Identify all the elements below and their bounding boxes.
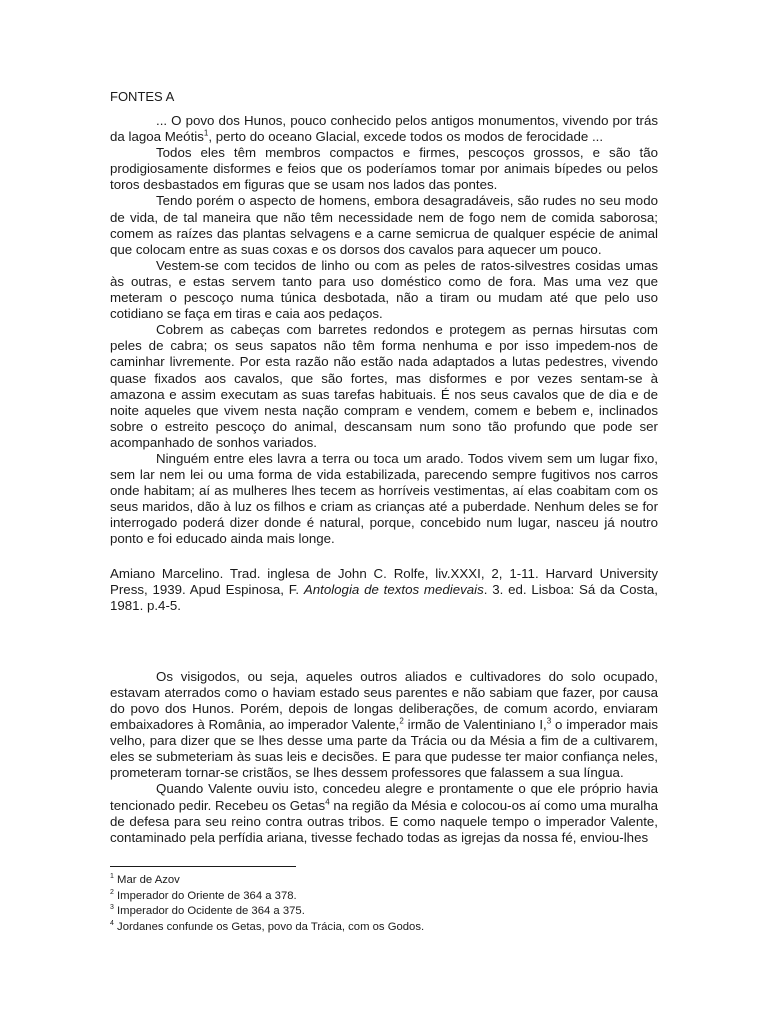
paragraph-3: Tendo porém o aspecto de homens, embora desagradáveis, são rudes no seu modo de vida, de tal maneira que não têm necessidade nem de fogo nem de comida saborosa; comem as raízes das plantas selvagens e a carne semicrua de qualquer espécie de animal que colocam entre as suas coxas e os dorsos dos cavalos para aquecer um pouco. xyxy=(110,193,658,257)
paragraph-8-text-a: Quando Valente ouviu isto, concedeu alegre e prontamente o que ele próprio havia tencionado pedir. Recebeu os Getas xyxy=(110,781,658,813)
paragraph-1-text-b: , perto do oceano Glacial, excede todos os modos de ferocidade ... xyxy=(208,129,604,145)
paragraph-7 xyxy=(110,669,658,782)
footnote-ref-3[interactable]: 3 xyxy=(546,716,552,726)
paragraph-8-text-b: na região da Mésia e colocou-os aí como uma muralha de defesa para seu reino contra outras tribos. E como naquele tempo o imperador Valente, contaminado pela perfídia ariana, tivesse fechado todas as igrejas da nossa fé, enviou-lhes xyxy=(110,797,658,845)
reference-title: Antologia de textos medievais xyxy=(303,581,484,597)
footnotes xyxy=(110,866,658,935)
source-reference xyxy=(110,566,658,614)
footnote-text: Imperador do Ocidente de 364 a 375. xyxy=(113,905,305,918)
reference-text-a: Amiano Marcelino. Trad. inglesa de John C. Rolfe, liv.XXXI, 2, 1-11. Harvard University Press, 1939. Apud Espinosa, F. xyxy=(110,565,658,597)
paragraph-1 xyxy=(110,113,658,145)
paragraph-7-text-b: irmão de Valentiniano I, xyxy=(403,717,547,733)
footnote-1 xyxy=(110,873,658,889)
paragraph-4: Vestem-se com tecidos de linho ou com as peles de ratos-silvestres cosidas umas às outras, e estas servem tanto para uso doméstico como de fora. Mas uma vez que meteram o pescoço numa túnica desbotada, não a tiram ou mudam até que pelo uso cotidiano se faça em tiras e caia aos pedaços. xyxy=(110,257,658,322)
paragraph-8 xyxy=(110,781,658,845)
paragraph-5: Cobrem as cabeças com barretes redondos e protegem as pernas hirsutas com peles de cabra; os seus sapatos não têm forma nenhuma e por isso impedem-nos de caminhar livremente. Por esta razão não estão nada adaptados a lutas pedestres, vivendo quase fixados aos cavalos, que são fortes, mas disformes e por vezes sentam-se à amazona e assim executam as suas tarefas habituais. É nos seus cavalos que de dia e de noite aqueles que vivem nesta nação compram e vendem, comem e bebem e, inclinados sobre o estreito pescoço do animal, descansam num sono tão profundo que pode ser acompanhado de sonhos variados. xyxy=(110,322,658,450)
footnote-text: Jordanes confunde os Getas, povo da Trácia, com os Godos. xyxy=(113,920,425,933)
reference-text-b: . 3. ed. Lisboa: Sá da Costa, 1981. p.4-5. xyxy=(110,581,658,613)
footnote-text: Mar de Azov xyxy=(113,874,180,886)
footnote-3 xyxy=(110,904,658,920)
paragraph-2: Todos eles têm membros compactos e firmes, pescoços grossos, e são tão prodigiosamente disformes e feios que os poderíamos tomar por animais bípedes ou pelos toros desbastados em figuras que se usam nos lados das pontes. xyxy=(110,145,658,193)
footnote-4 xyxy=(110,920,658,936)
footnote-number: 4 xyxy=(110,920,114,928)
paragraph-1-text-a: ... O povo dos Hunos, pouco conhecido pelos antigos monumentos, vivendo por trás da lagoa Meótis xyxy=(110,113,658,145)
footnote-number: 1 xyxy=(110,873,114,881)
paragraph-7-text-a: Os visigodos, ou seja, aqueles outros aliados e cultivadores do solo ocupado, estavam aterrados como o haviam estado seus parentes e não sabiam que fazer, por causa do povo dos Hunos. Porém, depois de longas deliberações, de comum acordo, enviaram embaixadores à România, ao imperador Valente, xyxy=(110,668,658,733)
footnote-text: Imperador do Oriente de 364 a 378. xyxy=(113,889,297,902)
footnote-divider xyxy=(110,866,296,867)
footnote-ref-2[interactable]: 2 xyxy=(399,716,404,726)
footnote-ref-1[interactable]: 1 xyxy=(203,128,209,138)
footnote-2 xyxy=(110,889,658,905)
section-heading: FONTES A xyxy=(110,89,175,104)
footnote-number: 2 xyxy=(110,888,114,896)
footnote-number: 3 xyxy=(110,904,114,912)
paragraph-6: Ninguém entre eles lavra a terra ou toca um arado. Todos vivem sem um lugar fixo, sem lar nem lei ou uma forma de vida estabilizada, parecendo sempre fugitivos nos carros onde habitam; aí as mulheres lhes tecem as horríveis vestimentas, aí elas coabitam com os seus maridos, dão à luz os filhos e criam as crianças até a puberdade. Nenhum deles se for interrogado poderá dizer donde é natural, porque, concebido num lugar, nasceu já noutro ponto e foi educado ainda mais longe. xyxy=(110,450,658,547)
paragraph-7-text-c: o imperador mais velho, para dizer que se lhes desse uma parte da Trácia ou da Mésia a fim de a cultivarem, eles se submeteriam às suas leis e decisões. E para que pudesse ter maior confiança neles, prometeram tornar-se cristãos, se lhes dessem professores que falassem a sua língua. xyxy=(110,717,658,781)
second-excerpt xyxy=(110,669,658,846)
footnote-ref-4[interactable]: 4 xyxy=(325,797,330,807)
